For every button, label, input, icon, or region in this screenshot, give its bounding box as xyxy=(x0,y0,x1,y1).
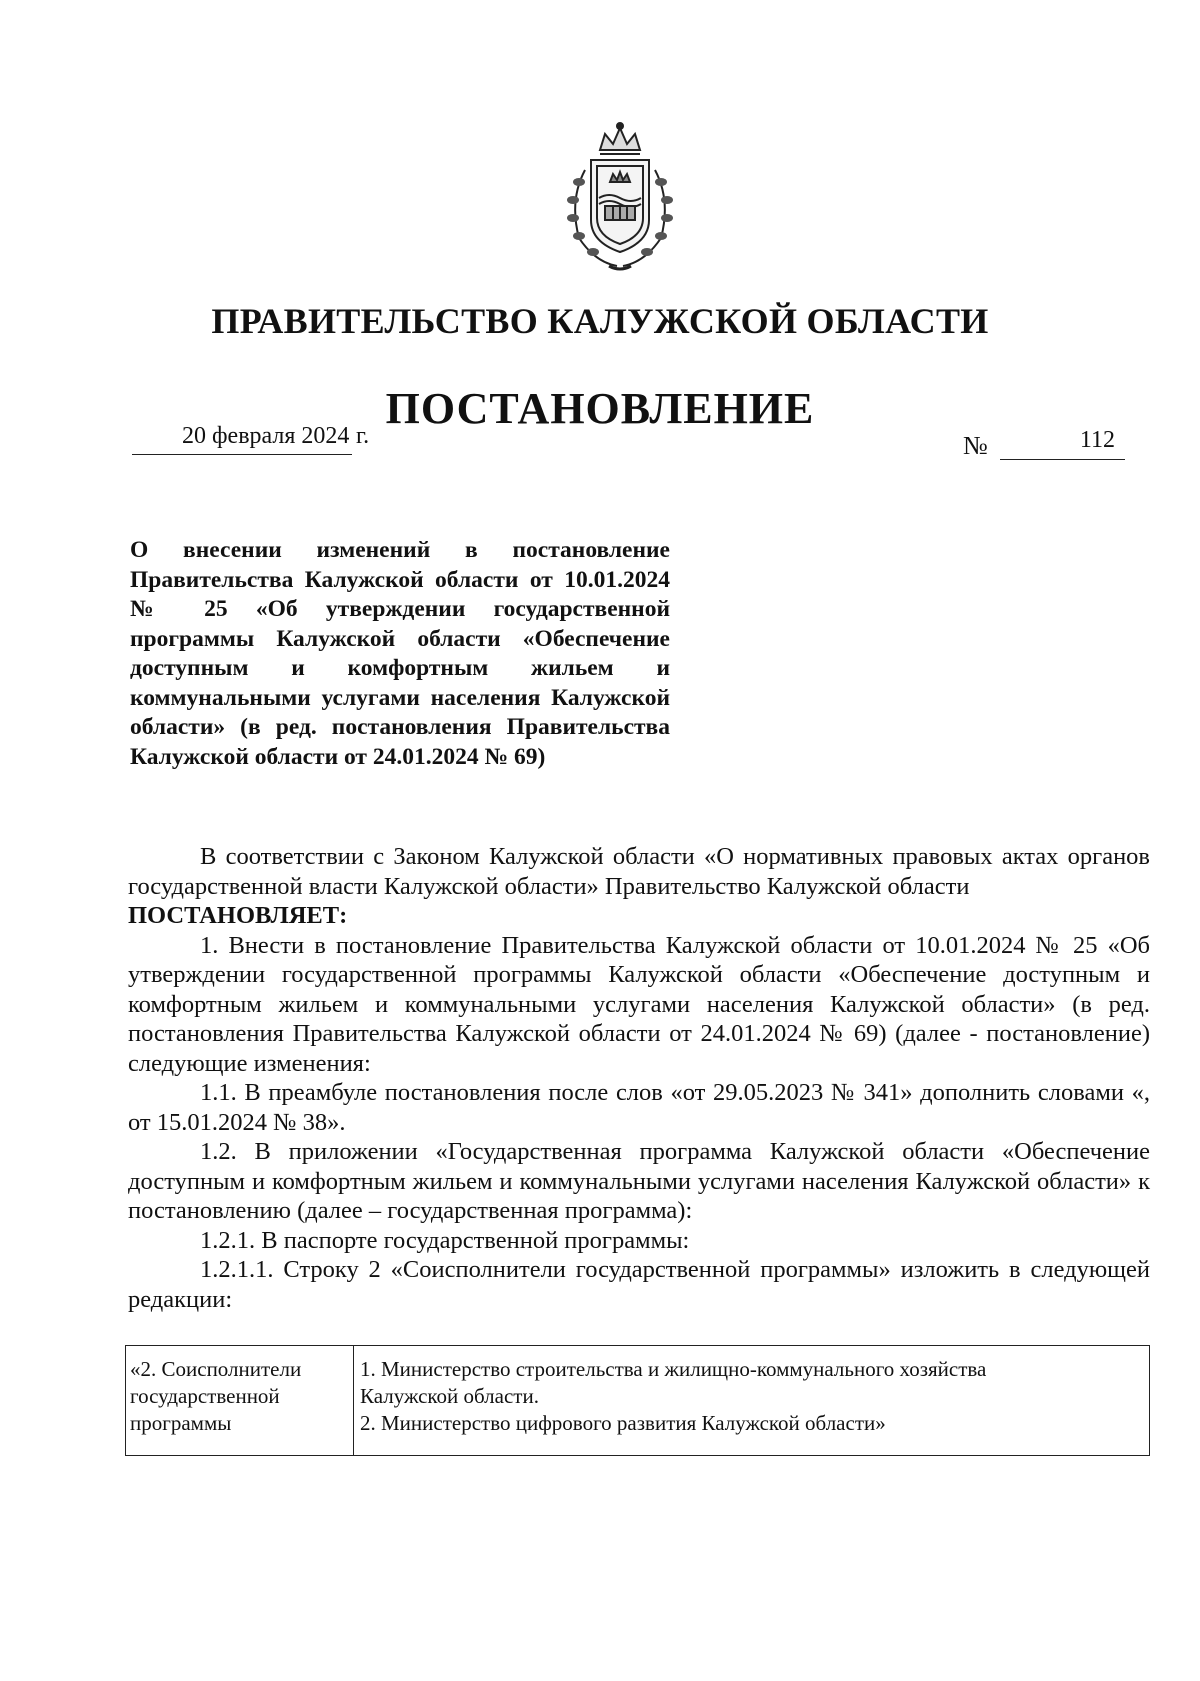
table-value-line: 1. Министерство строительства и жилищно-коммунального хозяйства xyxy=(360,1357,987,1381)
table-cell-label xyxy=(126,1346,354,1455)
document-subject: О внесении изменений в постановление Правительства Калужской области от 10.01.2024 № 25 «Об утверждении государственной программы Калужской области «Обеспечение доступным и комфортным жильем и коммунальными услугами населения Калужской области» (в ред. постановления Правительства Калужской области от 24.01.2024 № 69) xyxy=(130,537,670,770)
table-value-line: Калужской области. xyxy=(360,1384,539,1408)
document-date: 20 февраля 2024 xyxy=(132,423,352,455)
body-decree: ПОСТАНОВЛЯЕТ: xyxy=(128,902,348,929)
table-cell-value xyxy=(354,1346,1149,1455)
body-item-1: 1. Внести в постановление Правительства Калужской области от 10.01.2024 № 25 «Об утверждении государственной программы Калужской области «Обеспечение доступным и комфортным жильем и коммунальными услугами населения Калужской области» (в ред. постановления Правительства Калужской области от 24.01.2024 № 69) (далее - постановление) следующие изменения: xyxy=(128,931,1150,1077)
coat-of-arms-emblem xyxy=(555,120,685,275)
body-item-1-1: 1.1. В преамбуле постановления после слов «от 29.05.2023 № 341» дополнить словами «, от 15.01.2024 № 38». xyxy=(128,1079,1150,1136)
table-label-line: программы xyxy=(130,1411,232,1435)
table-label-line: государственной xyxy=(130,1384,280,1408)
table-value-line: 2. Министерство цифрового развития Калужской области» xyxy=(360,1411,886,1435)
body-item-1-2: 1.2. В приложении «Государственная программа Калужской области «Обеспечение доступным и комфортным жильем и коммунальными услугами населения Калужской области» к постановлению (далее – государственная программа): xyxy=(128,1138,1150,1224)
body-item-1-2-1: 1.2.1. В паспорте государственной программы: xyxy=(200,1226,690,1254)
document-type-title: ПОСТАНОВЛЕНИЕ xyxy=(385,384,815,433)
document-number: 112 xyxy=(1000,427,1125,460)
document-date-suffix: г. xyxy=(356,423,370,449)
body-item-1-2-1-1: 1.2.1.1. Строку 2 «Соисполнители государственной программы» изложить в следующей редакции: xyxy=(128,1256,1150,1313)
coexecutors-table xyxy=(125,1345,1150,1456)
document-number-label: № xyxy=(963,431,988,460)
body-intro: В соответствии с Законом Калужской области «О нормативных правовых актах органов государственной власти Калужской области» Правительство Калужской области xyxy=(128,843,1150,900)
organization-title: ПРАВИТЕЛЬСТВО КАЛУЖСКОЙ ОБЛАСТИ xyxy=(211,301,989,341)
document-body xyxy=(128,842,1150,1314)
table-label-line: «2. Соисполнители xyxy=(130,1357,302,1381)
